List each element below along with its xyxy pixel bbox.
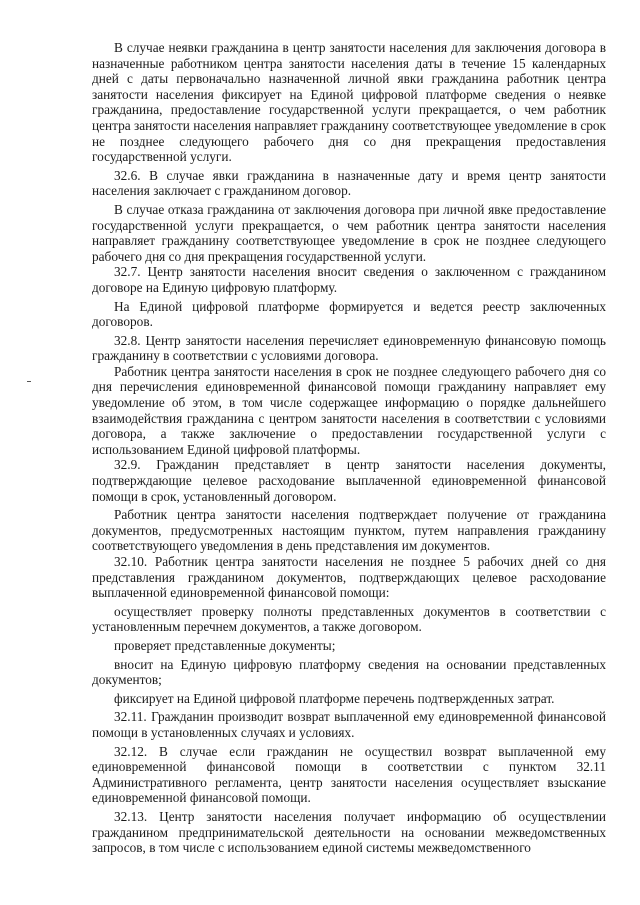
paragraph-32-11: 32.11. Гражданин производит возврат выплаченной ему единовременной финансовой помощи в установленных случаях и условиях. bbox=[92, 709, 606, 740]
paragraph-32-10: 32.10. Работник центра занятости населения не позднее 5 рабочих дней со дня представления гражданином документов, подтверждающих целевое расходование выплаченной единовременной финансовой помощи: bbox=[92, 554, 606, 601]
paragraph-record-costs: фиксирует на Единой цифровой платформе перечень подтвержденных затрат. bbox=[114, 690, 555, 706]
paragraph-confirmation: Работник центра занятости населения подтверждает получение от гражданина документов, предусмотренных настоящим пунктом, путем направления гражданину соответствующего уведомления в день представления им документов. bbox=[92, 507, 606, 554]
paragraph-nonappearance: В случае неявки гражданина в центр занятости населения для заключения договора в назначенные работником центра занятости населения даты в течение 15 календарных дней с даты первоначально назначенной личной явки гражданина работник центра занятости населения фиксирует на Единой цифровой платформе сведения о неявке гражданина, предоставление государственной услуги прекращается, о чем работник центра занятости населения направляет гражданину соответствующее уведомление в срок не позднее следующего рабочего дня со дня прекращения предоставления государственной услуги. bbox=[92, 40, 606, 165]
paragraph-check-documents: проверяет представленные документы; bbox=[114, 637, 336, 653]
paragraph-32-7: 32.7. Центр занятости населения вносит сведения о заключенном с гражданином договоре на Единую цифровую платформу. bbox=[92, 264, 606, 295]
paragraph-32-12: 32.12. В случае если гражданин не осуществил возврат выплаченной ему единовременной финансовой помощи в соответствии с пунктом 32.11 Административного регламента, центр занятости населения осуществляет взыскание единовременной финансовой помощи. bbox=[92, 743, 606, 806]
paragraph-32-8: 32.8. Центр занятости населения перечисляет единовременную финансовую помощь гражданину в соответствии с условиями договора. bbox=[92, 332, 606, 364]
paragraph-check-completeness: осуществляет проверку полноты представленных документов в соответствии с установленным перечнем документов, а также договором. bbox=[92, 603, 606, 635]
paragraph-refusal: В случае отказа гражданина от заключения договора при личной явке предоставление государственной услуги прекращается, о чем работник центра занятости населения направляет гражданину соответствующее уведомление в срок не позднее следующего рабочего дня со дня прекращения государственной услуги. bbox=[92, 201, 606, 264]
paragraph-32-13: 32.13. Центр занятости населения получает информацию об осуществлении гражданином предпринимательской деятельности на основании межведомственных запросов, в том числе с использованием единой системы межведомственного bbox=[92, 808, 606, 856]
paragraph-notification: Работник центра занятости населения в срок не позднее следующего рабочего дня со дня перечисления единовременной финансовой помощи гражданину направляет ему уведомление об этом, в том числе содержащее информацию о порядке дальнейшего взаимодействия гражданина с центром занятости населения в соответствии с условиями договора, а также заключение о предоставлении государственной услуги с использованием Единой цифровой платформы. bbox=[92, 363, 606, 457]
paragraph-registry: На Единой цифровой платформе формируется и ведется реестр заключенных договоров. bbox=[92, 298, 606, 330]
paragraph-32-6: 32.6. В случае явки гражданина в назначенные дату и время центр занятости населения заключает с гражданином договор. bbox=[92, 167, 606, 199]
paragraph-enter-data: вносит на Единую цифровую платформу сведения на основании представленных документов; bbox=[92, 656, 606, 688]
paragraph-32-9: 32.9. Гражданин представляет в центр занятости населения документы, подтверждающие целевое расходование выплаченной единовременной финансовой помощи в срок, установленный договором. bbox=[92, 457, 606, 504]
margin-mark bbox=[27, 381, 31, 382]
